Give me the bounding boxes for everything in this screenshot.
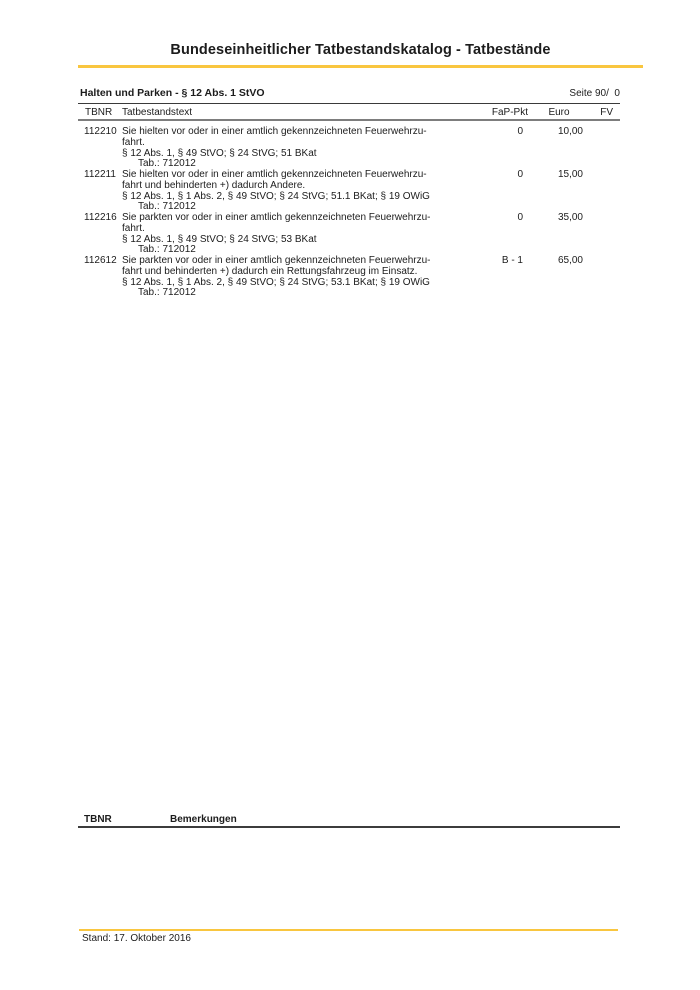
tatbestand-text	[122, 256, 467, 299]
tatbestand-text	[122, 170, 467, 213]
table-body	[0, 127, 700, 299]
tbnr-value: 112216	[84, 212, 117, 223]
fap-pkt-value: 0	[517, 212, 523, 223]
text-line: fahrt und behinderten +) dadurch ein Rettungsfahrzeug im Einsatz.	[122, 265, 418, 277]
text-line: Sie parkten vor oder in einer amtlich gekennzeichneten Feuerwehrzu-	[122, 255, 431, 266]
tbnr-value: 112612	[84, 255, 117, 266]
header-fv: FV	[600, 107, 613, 118]
table-row	[0, 256, 700, 299]
tbnr-value: 112210	[84, 126, 117, 137]
title-accent-rule	[78, 65, 643, 68]
table-row	[0, 170, 700, 213]
table-header-row	[0, 107, 700, 119]
header-tatbestandstext: Tatbestandstext	[122, 107, 193, 118]
fap-pkt-value: B - 1	[501, 255, 523, 266]
tab-reference: Tab.: 712012	[138, 244, 196, 256]
euro-value: 65,00	[557, 255, 583, 266]
header-euro: Euro	[548, 107, 570, 118]
header-tbnr: TBNR	[85, 107, 113, 118]
header-fap-pkt: FaP-Pkt	[491, 107, 528, 118]
tab-reference: Tab.: 712012	[138, 287, 196, 299]
page-number-label: Seite 90/ 0	[569, 88, 620, 99]
remarks-header-tbnr: TBNR	[84, 814, 112, 825]
section-divider-rule	[78, 103, 620, 104]
text-line: fahrt und behinderten +) dadurch Andere.	[122, 179, 306, 191]
statute-line: § 12 Abs. 1, § 49 StVO; § 24 StVG; 53 BKat	[122, 233, 317, 245]
remarks-header-rule	[78, 826, 620, 828]
table-header-rule	[78, 119, 620, 121]
remarks-header-bemerkungen: Bemerkungen	[170, 814, 237, 825]
tbnr-value: 112211	[84, 169, 116, 180]
text-line: Sie hielten vor oder in einer amtlich gekennzeichneten Feuerwehrzu-	[122, 169, 427, 180]
tatbestand-text	[122, 213, 467, 256]
section-heading: Halten und Parken - § 12 Abs. 1 StVO	[80, 87, 265, 99]
table-row	[0, 213, 700, 256]
euro-value: 10,00	[557, 126, 583, 137]
text-line: fahrt.	[122, 136, 145, 148]
text-line: fahrt.	[122, 222, 145, 234]
euro-value: 35,00	[557, 212, 583, 223]
euro-value: 15,00	[557, 169, 583, 180]
statute-line: § 12 Abs. 1, § 1 Abs. 2, § 49 StVO; § 24 StVG; 51.1 BKat; § 19 OWiG	[122, 190, 430, 202]
document-title: Bundeseinheitlicher Tatbestandskatalog - Tatbestände	[170, 42, 551, 58]
fap-pkt-value: 0	[517, 126, 523, 137]
footer-stand-date: Stand: 17. Oktober 2016	[82, 933, 191, 944]
footer-accent-rule	[79, 929, 618, 931]
statute-line: § 12 Abs. 1, § 49 StVO; § 24 StVG; 51 BKat	[122, 147, 317, 159]
text-line: Sie parkten vor oder in einer amtlich gekennzeichneten Feuerwehrzu-	[122, 212, 431, 223]
tab-reference: Tab.: 712012	[138, 158, 196, 170]
tab-reference: Tab.: 712012	[138, 201, 196, 213]
table-row	[0, 127, 700, 170]
fap-pkt-value: 0	[517, 169, 523, 180]
text-line: Sie hielten vor oder in einer amtlich gekennzeichneten Feuerwehrzu-	[122, 126, 427, 137]
statute-line: § 12 Abs. 1, § 1 Abs. 2, § 49 StVO; § 24 StVG; 53.1 BKat; § 19 OWiG	[122, 276, 430, 288]
tatbestand-text	[122, 127, 467, 170]
